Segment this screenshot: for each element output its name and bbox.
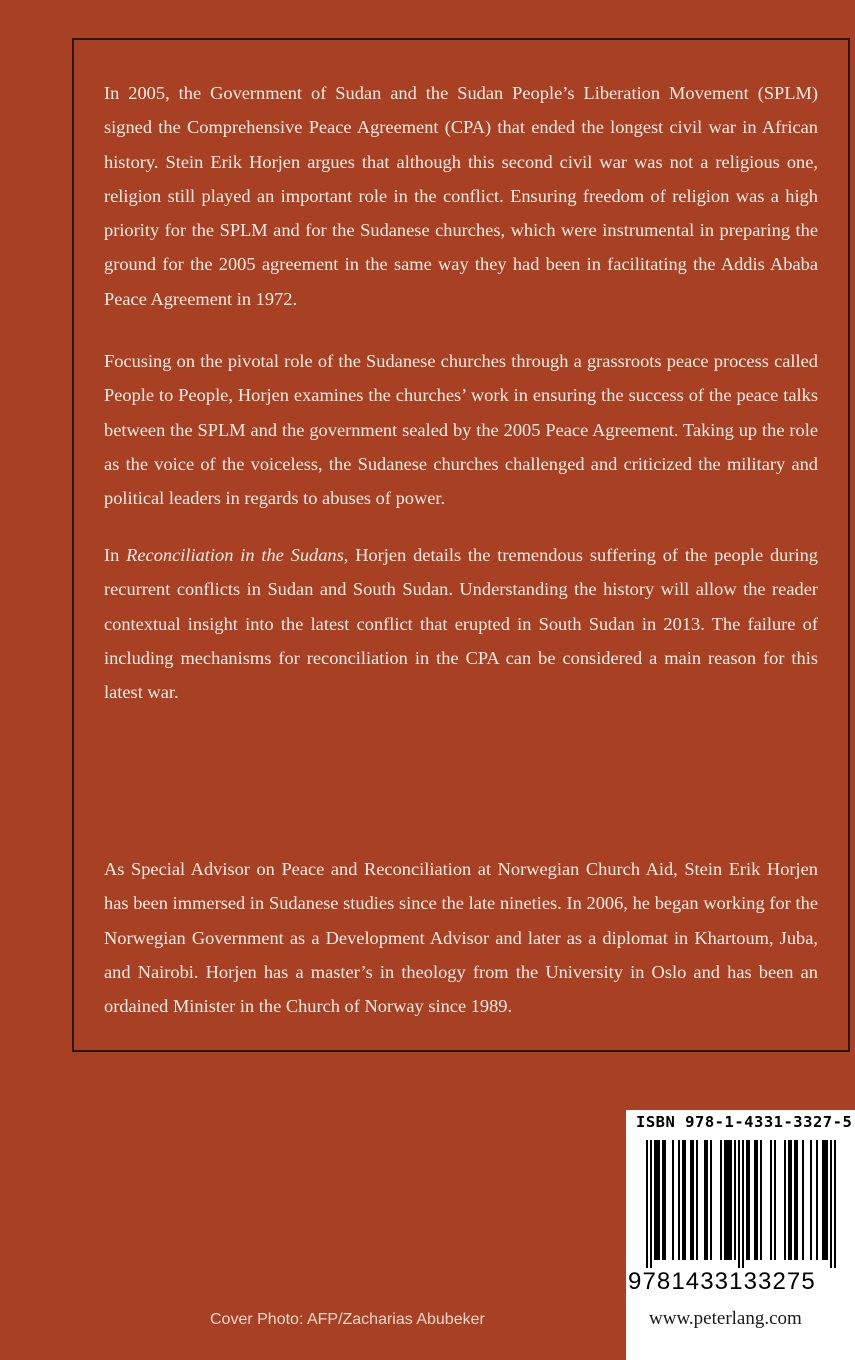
author-bio: As Special Advisor on Peace and Reconciliation at Norwegian Church Aid, Stein Erik Horjen has been immersed in Sudanese studies since the late nineties. In 2006, he began working for the Norwegian Government as a Development Advisor and later as a diplomat in Khartoum, Juba, and Nairobi. Horjen has a master’s in theology from the University in Oslo and has been an ordained Minister in the Church of Norway since 1989.	[104, 859, 818, 1017]
barcode-bar	[822, 1140, 824, 1260]
barcode-bar	[830, 1140, 832, 1268]
barcode-bar	[730, 1140, 732, 1260]
barcode-bar	[650, 1140, 652, 1268]
barcode-bar	[802, 1140, 804, 1260]
barcode-bar	[738, 1140, 740, 1268]
barcode-bar	[742, 1140, 744, 1268]
isbn-label: ISBN 978-1-4331-3327-5	[636, 1113, 853, 1131]
barcode-bar	[710, 1140, 712, 1260]
barcode-bar	[754, 1140, 756, 1260]
barcode-bar	[790, 1140, 792, 1260]
barcode-bar	[746, 1140, 748, 1260]
description-paragraph-2: Focusing on the pivotal role of the Sudanese churches through a grassroots peace process called People to People, Horjen examines the churches’ work in ensuring the success of the peace talks between the SPLM and the government sealed by the 2005 Peace Agreement. Taking up the role as the voice of the voiceless, the Sudanese churches challenged and criticized the military and political leaders in regards to abuses of power.	[104, 351, 818, 509]
barcode-bar	[672, 1140, 674, 1260]
barcode-bar	[696, 1140, 698, 1260]
barcode-bar	[682, 1140, 684, 1260]
barcode-bar	[690, 1140, 692, 1260]
photo-credit: Cover Photo: AFP/Zacharias Abubeker	[210, 1311, 485, 1328]
barcode-bar	[816, 1140, 818, 1260]
paragraph-3-prefix: In	[104, 545, 127, 565]
barcode-bar	[664, 1140, 666, 1260]
barcode-bar	[654, 1140, 656, 1260]
barcode-panel	[626, 1110, 855, 1360]
barcode-bar	[796, 1140, 798, 1260]
barcode-bar	[834, 1140, 836, 1268]
barcode-bar	[774, 1140, 776, 1260]
barcode-bar	[770, 1140, 772, 1260]
barcode-bar	[726, 1140, 728, 1260]
barcode-bar	[824, 1140, 826, 1260]
barcode-bar	[794, 1140, 796, 1260]
description-paragraph-3	[104, 538, 818, 709]
paragraph-3-body: , Horjen details the tremendous suffering of the people during recurrent conflicts in Sudan and South Sudan. Understanding the history will allow the reader contextual insight into the latest conflict that erupted in South Sudan in 2013. The failure of including mechanisms for reconciliation in the CPA can be considered a main reason for this latest war.	[104, 545, 819, 703]
barcode-bar	[656, 1140, 658, 1260]
barcode-bar	[704, 1140, 706, 1260]
barcode-bars	[634, 1140, 847, 1268]
barcode-bar	[760, 1140, 762, 1260]
publisher-url: www.peterlang.com	[649, 1308, 802, 1329]
barcode-digits: 9781433133275	[628, 1268, 816, 1295]
barcode-bar	[756, 1140, 758, 1260]
barcode-bar	[734, 1140, 736, 1260]
barcode-bar	[810, 1140, 812, 1260]
barcode-bar	[724, 1140, 726, 1260]
barcode-bar	[684, 1140, 686, 1260]
barcode-bar	[826, 1140, 828, 1260]
barcode-bar	[788, 1140, 790, 1260]
barcode-bar	[784, 1140, 786, 1260]
barcode-bar	[662, 1140, 664, 1260]
barcode-bar	[720, 1140, 722, 1260]
barcode-bar	[706, 1140, 708, 1260]
barcode-bar	[692, 1140, 694, 1260]
description-paragraph-1: In 2005, the Government of Sudan and the Sudan People’s Liberation Movement (SPLM) signed the Comprehensive Peace Agreement (CPA) that ended the longest civil war in African history. Stein Erik Horjen argues that although this second civil war was not a religious one, religion still played an important role in the conflict. Ensuring freedom of religion was a high priority for the SPLM and for the Sudanese churches, which were instrumental in preparing the ground for the 2005 agreement in the same way they had been in facilitating the Addis Ababa Peace Agreement in 1972.	[104, 83, 818, 309]
book-title-italic: Reconciliation in the Sudans	[126, 545, 344, 565]
barcode-bar	[678, 1140, 680, 1260]
barcode-bar	[748, 1140, 750, 1260]
barcode-bar	[658, 1140, 660, 1260]
barcode-bar	[646, 1140, 648, 1268]
barcode-bar	[728, 1140, 730, 1260]
